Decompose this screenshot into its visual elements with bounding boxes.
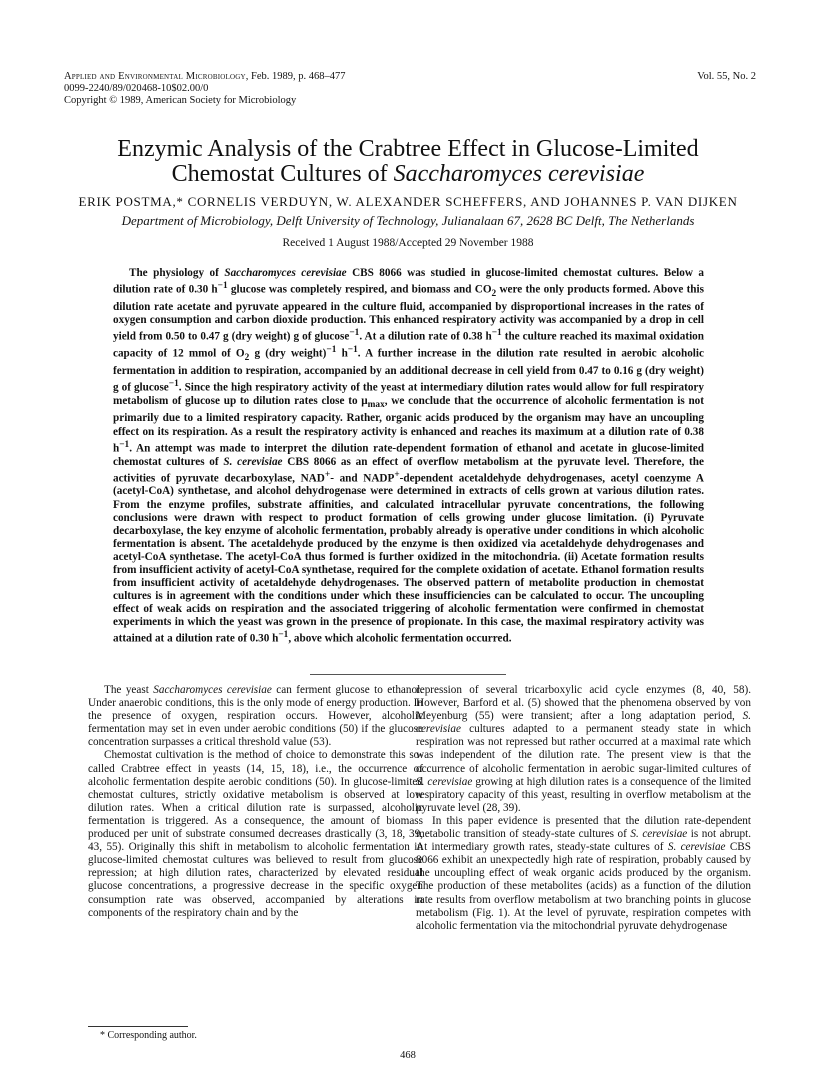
body-paragraph: The yeast Saccharomyces cerevisiae can ferment glucose to ethanol. Under anaerobic conditions, this is the only mode of energy production. In the presence of oxygen, respiration occurs. However, alcoholic fermentation may set in even under aerobic conditions (50) if the glucose concentration surpasses a critical threshold value (53). [88, 684, 423, 749]
received-dates: Received 1 August 1988/Accepted 29 November 1988 [282, 237, 534, 249]
article-code: 0099-2240/89/020468-10$02.00/0 [64, 83, 209, 94]
author-list: ERIK POSTMA,* CORNELIS VERDUYN, W. ALEXANDER SCHEFFERS, AND JOHANNES P. VAN DIJKEN [78, 194, 738, 209]
copyright: Copyright © 1989, American Society for Microbiology [64, 95, 297, 106]
citation: , Feb. 1989, p. 468–477 [245, 71, 346, 82]
body-paragraph: Chemostat cultivation is the method of choice to demonstrate this so-called Crabtree effect in yeasts (14, 15, 18), i.e., the occurrence of alcoholic fermentation despite aerobic conditions (50). In glucose-limited chemostat cultures, strictly oxidative metabolism is observed at low dilution rates. When a critical dilution rate is surpassed, alcoholic fermentation is triggered. As a consequence, the amount of biomass produced per unit of substrate consumed decreases drastically (3, 18, 39, 43, 55). Originally this shift in metabolism to alcoholic fermentation in glucose-limited chemostat cultures was believed to result from glucose repression; at high dilution rates, characterized by elevated residual glucose concentrations, a progressive decrease in the specific oxygen consumption rate was observed, accompanied by alterations in components of the respiratory chain and by the [88, 749, 423, 919]
volume-issue: Vol. 55, No. 2 [697, 71, 756, 82]
page-number: 468 [400, 1050, 416, 1061]
body-column-right [416, 684, 751, 933]
abstract: The physiology of Saccharomyces cerevisiae CBS 8066 was studied in glucose-limited chemostat cultures. Below a dilution rate of 0.30 $h^{-1}$ glucose was completely respired, and biomass and $CO_2$ were the only products formed. Above this dilution rate acetate and pyruvate appeared in the culture fluid, accompanied by disproportional increases in the rates of oxygen consumption and carbon dioxide production. This enhanced respiratory activity was accompanied by a drop in cell yield from 0.50 to 0.47 g (dry weight) g of glucose$^{-1}$. At a dilution rate of 0.38 $h^{-1}$ the culture reached its maximal oxidation capacity of 12 mmol of $O_2$ g (dry weight)$^{-1}$ $h^{-1}$. A further increase in the dilution rate resulted in aerobic alcoholic fermentation in addition to respiration, accompanied by an additional decrease in cell yield from 0.47 to 0.16 g (dry weight) g of glucose$^{-1}$. Since the high respiratory activity of the yeast at intermediary dilution rates would allow for full respiratory metabolism of glucose up to dilution rates close to $\mu_{max}$, we conclude that the occurrence of alcoholic fermentation is not primarily due to a limited respiratory capacity. Rather, organic acids produced by the organism may have an uncoupling effect on its respiration. As a result the respiratory activity is enhanced and reaches its maximum at a dilution rate of 0.38 $h^{-1}$. An attempt was made to interpret the dilution rate-dependent formation of ethanol and acetate in glucose-limited chemostat cultures of S. cerevisiae CBS 8066 as an effect of overflow metabolism at the pyruvate level. Therefore, the activities of pyruvate decarboxylase, NAD+- and NADP+-dependent acetaldehyde dehydrogenases, acetyl coenzyme A (acetyl-CoA) synthetase, and alcohol dehydrogenase were determined in extracts of cells grown at various dilution rates. From the enzyme profiles, substrate affinities, and calculated intracellular pyruvate concentrations, the following conclusions were drawn with respect to product formation of cells growing under glucose limitation. (i) Pyruvate decarboxylase, the key enzyme of alcoholic fermentation, probably already is operative under conditions in which alcoholic fermentation is absent. The acetaldehyde produced by the enzyme is then oxidized via acetaldehyde dehydrogenases and acetyl-CoA synthetase. The acetyl-CoA thus formed is further oxidized in the mitochondria. (ii) Acetate formation results from insufficient activity of acetyl-CoA synthetase, required for the complete oxidation of acetate. Ethanol formation results from insufficient activity of acetaldehyde dehydrogenases. The observed pattern of metabolite production in chemostat cultures is in agreement with the conditions under which these insufficiencies can be calculated to occur. The uncoupling effect of weak acids on respiration and the associated triggering of alcoholic fermentation were confirmed in chemostat experiments in which the yeast was grown in the presence of propionate. In this case, the maximal respiratory activity was attained at a dilution rate of 0.30 $h^{-1}$, above which alcoholic fermentation occurred. [113, 267, 705, 646]
title-line-1: Enzymic Analysis of the Crabtree Effect in Glucose-Limited [117, 136, 699, 162]
article-title [40, 137, 776, 187]
body-paragraph: In this paper evidence is presented that the dilution rate-dependent metabolic transition of steady-state cultures of S. cerevisiae is not abrupt. At intermediary growth rates, steady-state cultures of S. cerevisiae CBS 8066 exhibit an unexpectedly high rate of respiration, probably caused by the uncoupling effect of weak organic acids produced by the organism. The production of these metabolites (acids) as a function of the dilution rate results from overflow metabolism at two branching points in glucose metabolism (Fig. 1). At the level of pyruvate, respiration competes with alcoholic fermentation via the mitochondrial pyruvate dehydrogenase [416, 814, 752, 932]
running-header [64, 71, 756, 83]
footnote: * Corresponding author. [100, 1030, 197, 1041]
body-column-left [88, 684, 423, 920]
section-divider [310, 674, 506, 675]
journal-name: Applied and Environmental Microbiology [64, 71, 246, 82]
body-paragraph: repression of several tricarboxylic acid cycle enzymes (8, 40, 58). However, Barford et al. (5) showed that the phenomena observed by von Meyenburg (55) were transient; after a long adaptation period, S. cerevisiae cultures adapted to a permanent steady state in which respiration was not repressed but rather occurred at a maximal rate which was independent of the dilution rate. The present view is that the occurrence of alcoholic fermentation in aerobic sugar-limited cultures of S. cerevisiae growing at high dilution rates is a consequence of the limited respiratory capacity of this yeast, resulting in overflow metabolism at the pyruvate level (28, 39). [416, 684, 751, 814]
footnote-rule [88, 1026, 188, 1027]
title-line-2: Chemostat Cultures of Saccharomyces cerevisiae [171, 161, 645, 187]
affiliation: Department of Microbiology, Delft University of Technology, Julianalaan 67, 2628 BC Delft, The Netherlands [121, 213, 695, 228]
